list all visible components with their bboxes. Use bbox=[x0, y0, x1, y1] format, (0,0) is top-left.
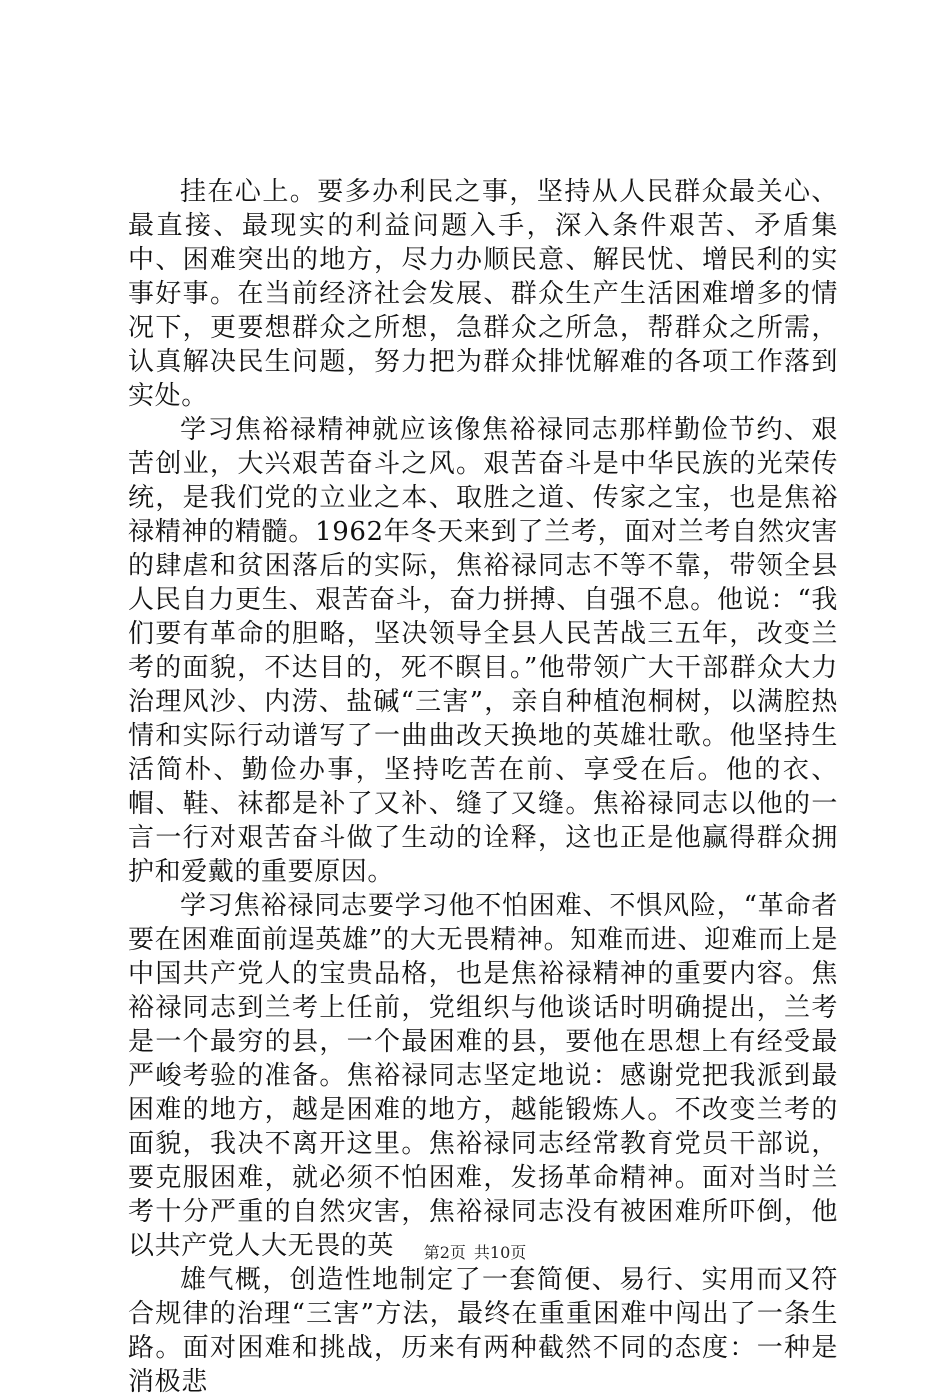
document-body bbox=[128, 175, 838, 1399]
page-number: 第2页 bbox=[423, 1243, 466, 1262]
page-total: 共10页 bbox=[473, 1243, 527, 1262]
paragraph-4: 雄气概，创造性地制定了一套简便、易行、实用而又符合规律的治理“三害”方法，最终在重重困难中闯出了一条生路。面对困难和挑战，历来有两种截然不同的态度：一种是消极悲 bbox=[128, 1265, 838, 1397]
paragraph-1: 挂在心上。要多办利民之事，坚持从人民群众最关心、最直接、最现实的利益问题入手，深入条件艰苦、矛盾集中、困难突出的地方，尽力办顺民意、解民忧、增民利的实事好事。在当前经济社会发展、群众生产生活困难增多的情况下，更要想群众之所想，急群众之所急，帮群众之所需，认真解决民生问题，努力把为群众排忧解难的各项工作落到实处。 bbox=[128, 177, 838, 411]
page-footer bbox=[0, 1243, 950, 1263]
paragraph-2: 学习焦裕禄精神就应该像焦裕禄同志那样勤俭节约、艰苦创业，大兴艰苦奋斗之风。艰苦奋斗是中华民族的光荣传统，是我们党的立业之本、取胜之道、传家之宝，也是焦裕禄精神的精髓。1962年冬天来到了兰考，面对兰考自然灾害的肆虐和贫困落后的实际，焦裕禄同志不等不靠，带领全县人民自力更生、艰苦奋斗，奋力拼搏、自强不息。他说：“我们要有革命的胆略，坚决领导全县人民苦战三五年，改变兰考的面貌，不达目的，死不瞑目。”他带领广大干部群众大力治理风沙、内涝、盐碱“三害”，亲自种植泡桐树，以满腔热情和实际行动谱写了一曲曲改天换地的英雄壮歌。他坚持生活简朴、勤俭办事，坚持吃苦在前、享受在后。他的衣、帽、鞋、袜都是补了又补、缝了又缝。焦裕禄同志以他的一言一行对艰苦奋斗做了生动的诠释，这也正是他赢得群众拥护和爱戴的重要原因。 bbox=[128, 415, 838, 887]
paragraph-3: 学习焦裕禄同志要学习他不怕困难、不惧风险，“革命者要在困难面前逞英雄”的大无畏精神。知难而进、迎难而上是中国共产党人的宝贵品格，也是焦裕禄精神的重要内容。焦裕禄同志到兰考上任前，党组织与他谈话时明确提出，兰考是一个最穷的县，一个最困难的县，要他在思想上有经受最严峻考验的准备。焦裕禄同志坚定地说：感谢党把我派到最困难的地方，越是困难的地方，越能锻炼人。不改变兰考的面貌，我决不离开这里。焦裕禄同志经常教育党员干部说，要克服困难，就必须不怕困难，发扬革命精神。面对当时兰考十分严重的自然灾害，焦裕禄同志没有被困难所吓倒，他以共产党人大无畏的英 bbox=[128, 891, 838, 1261]
